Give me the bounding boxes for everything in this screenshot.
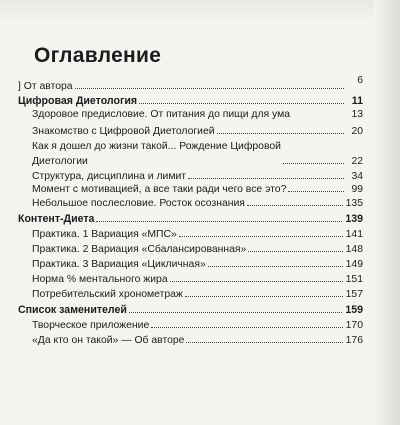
toc-entry-label: Практика. 3 Вариация «Цикличная»: [32, 258, 206, 270]
dot-leader: [185, 296, 343, 297]
toc-entry: [18, 107, 363, 120]
dot-leader: [179, 236, 343, 237]
dot-leader: [75, 88, 344, 89]
dot-leader: [186, 342, 342, 343]
toc-section-page: 159: [345, 303, 363, 316]
table-of-contents: [18, 76, 363, 346]
toc-entry: [18, 182, 363, 195]
dot-leader: [170, 281, 343, 282]
toc-entry-page: 176: [345, 334, 363, 346]
toc-section-page: 11: [351, 95, 363, 107]
toc-entry: [18, 120, 363, 137]
toc-entry-page: 99: [351, 184, 363, 196]
toc-section-label: Список заменителей: [18, 303, 127, 316]
toc-entry-page: 135: [345, 197, 363, 209]
toc-entry-page: 34: [351, 171, 363, 183]
dot-leader: [129, 312, 342, 313]
toc-section: [18, 209, 363, 225]
toc-entry-label: [32, 141, 281, 167]
toc-entry-label-line1: Как я дошел до жизни такой... Рождение Цифровой: [32, 141, 281, 153]
toc-entry-page: 22: [351, 156, 363, 168]
dot-leader: [217, 133, 344, 134]
toc-section-page: 139: [345, 212, 363, 225]
dot-leader: [288, 191, 344, 192]
toc-entry: [18, 167, 363, 182]
toc-entry: [18, 195, 363, 208]
toc-entry-page: 20: [351, 126, 363, 138]
toc-entry: [18, 137, 363, 167]
toc-entry: [18, 255, 363, 270]
dot-leader: [283, 163, 344, 164]
toc-entry-label: Норма % ментального жира: [32, 273, 168, 285]
toc-entry: [18, 240, 363, 255]
dot-leader: [247, 205, 343, 206]
toc-entry: [18, 316, 363, 331]
toc-entry: [18, 331, 363, 346]
toc-section: [18, 300, 363, 316]
dot-leader: [151, 327, 342, 328]
toc-entry-page: 13: [351, 109, 363, 121]
toc-entry-label: Знакомство с Цифровой Диетологией: [32, 126, 215, 138]
toc-entry: [18, 225, 363, 240]
toc-section-label: Цифровая Диетология: [18, 95, 138, 107]
toc-entry-label: Структура, дисциплина и лимит: [32, 171, 187, 183]
toc-section: [18, 92, 363, 107]
toc-entry-page: 157: [345, 288, 363, 300]
toc-entry-label: Момент с мотивацией, а все таки ради чего все это?: [32, 184, 287, 196]
toc-entry-page: 148: [345, 243, 363, 255]
toc-entry-label: Практика. 1 Вариация «МПС»: [32, 228, 177, 240]
toc-entry-label: Творческое приложение: [32, 319, 150, 331]
dot-leader: [208, 266, 343, 267]
page-shadow-top: [0, 0, 400, 22]
toc-entry-label: Небольшое послесловие. Росток осознания: [32, 197, 245, 209]
toc-entry: [18, 270, 363, 285]
page-edge-right: [374, 0, 400, 425]
toc-entry-label: ] От автора: [18, 81, 73, 92]
toc-entry-label: Здоровое предисловие. От питания до пищи для ума: [32, 109, 291, 121]
toc-entry: [18, 76, 363, 92]
toc-entry-page: 6: [357, 75, 363, 86]
toc-section-label: Контент-Диета: [18, 212, 95, 225]
dot-leader: [188, 178, 344, 179]
toc-entry-label: Практика. 2 Вариация «Сбалансированная»: [32, 243, 247, 255]
toc-entry: [18, 285, 363, 300]
dot-leader: [139, 103, 344, 104]
toc-heading: Оглавление: [34, 44, 162, 67]
toc-entry-page: 141: [345, 228, 363, 240]
toc-entry-label-line2: Диетологии: [32, 156, 88, 168]
toc-entry-label: Потребительский хронометраж: [32, 288, 183, 300]
toc-entry-page: 151: [345, 273, 363, 285]
dot-leader: [96, 221, 342, 222]
toc-entry-label: «Да кто он такой» — Об авторе: [32, 334, 185, 346]
toc-entry-page: 170: [345, 319, 363, 331]
dot-leader: [248, 251, 342, 252]
toc-entry-page: 149: [345, 258, 363, 270]
